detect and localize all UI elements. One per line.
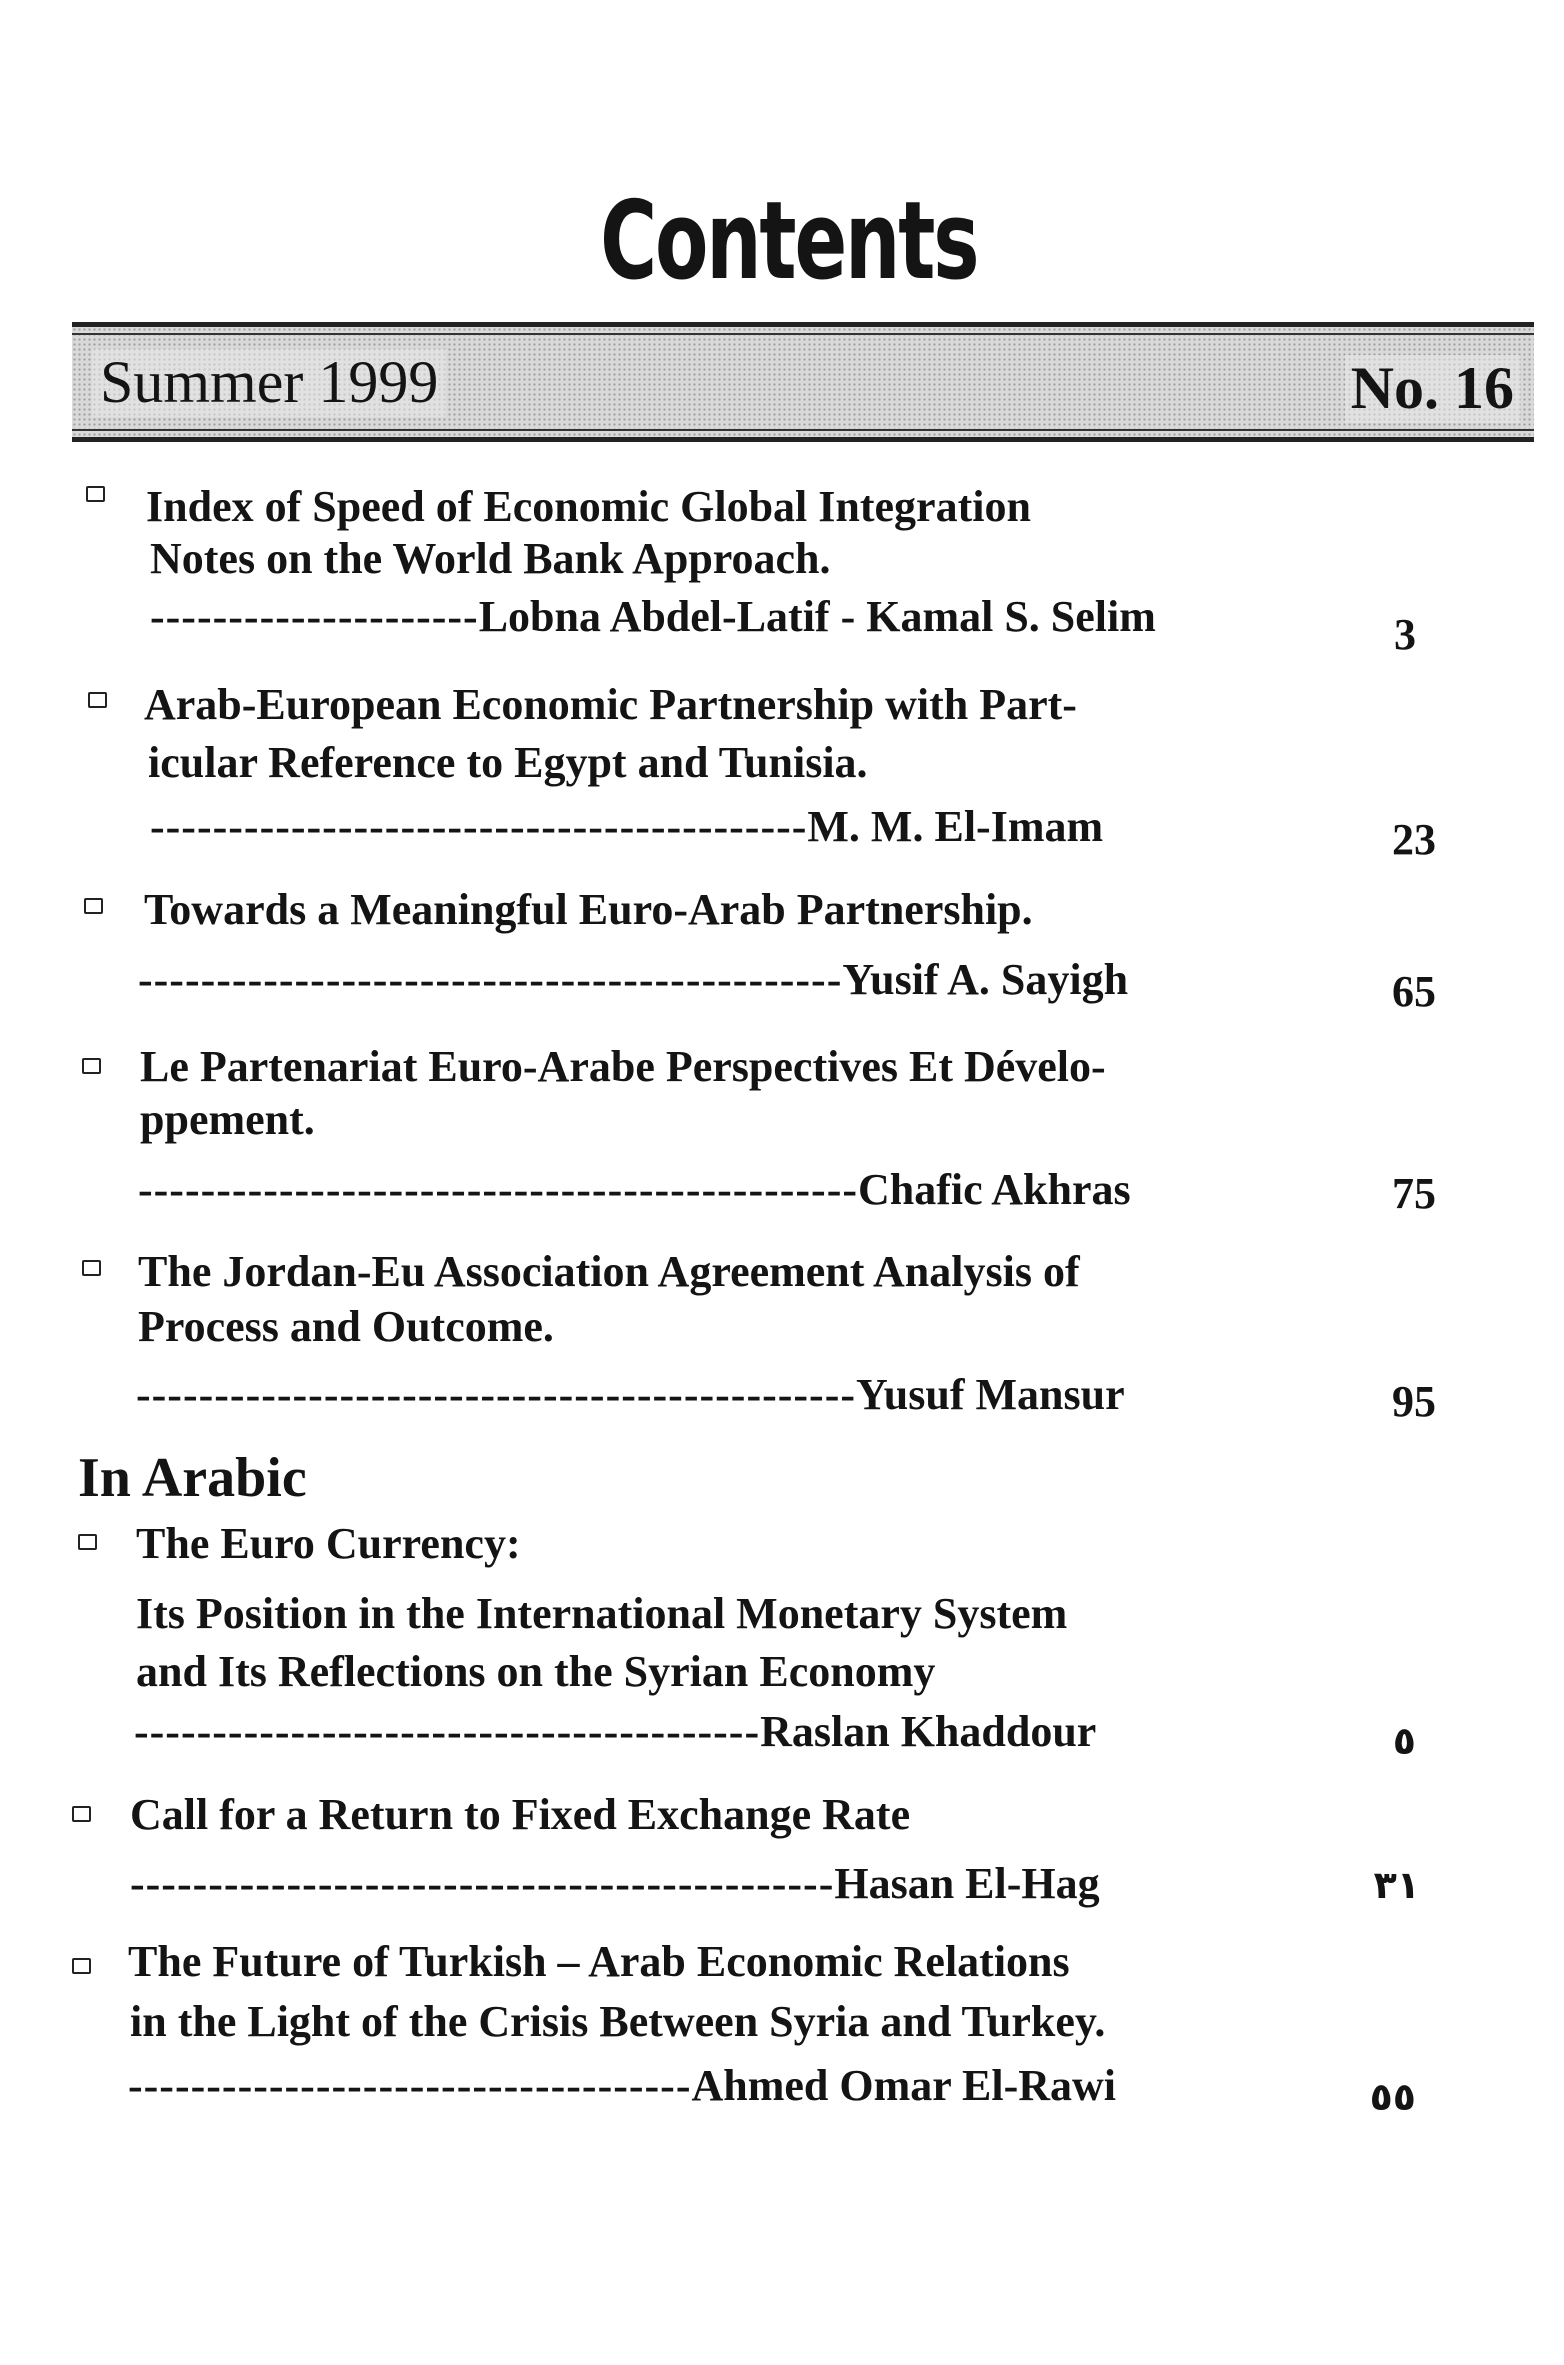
entry-title-line: Index of Speed of Economic Global Integration bbox=[146, 482, 1031, 531]
entry-page-number: 3 bbox=[1394, 610, 1416, 659]
entry-title-line: icular Reference to Egypt and Tunisia. bbox=[148, 738, 868, 787]
leader-dashes: ---------------------------------------- bbox=[134, 1707, 761, 1756]
entry-author-line bbox=[130, 1859, 1100, 1908]
entry-title-line: The Future of Turkish – Arab Economic Relations bbox=[128, 1937, 1070, 1986]
entry-author-line bbox=[150, 592, 1156, 641]
checkbox-bullet-icon bbox=[82, 1058, 101, 1074]
leader-dashes: --------------------------------------------- bbox=[138, 955, 843, 1004]
entry-title-line: Process and Outcome. bbox=[138, 1302, 554, 1351]
entry-page-number: 95 bbox=[1392, 1377, 1436, 1426]
entry-author-line bbox=[136, 1370, 1125, 1419]
entry-title-line: The Jordan-Eu Association Agreement Analysis of bbox=[138, 1247, 1080, 1296]
issue-number: No. 16 bbox=[1345, 355, 1520, 423]
entry-author: Lobna Abdel-Latif - Kamal S. Selim bbox=[478, 592, 1156, 641]
entry-author-line bbox=[138, 1165, 1131, 1214]
entry-author-line bbox=[128, 2061, 1116, 2110]
entry-author: Ahmed Omar El-Rawi bbox=[691, 2061, 1116, 2110]
entry-page-number: ٥٥ bbox=[1369, 2075, 1416, 2119]
entry-title-line: Notes on the World Bank Approach. bbox=[150, 534, 831, 583]
entry-title-line: Its Position in the International Monetary System bbox=[136, 1589, 1068, 1638]
entry-author: Chafic Akhras bbox=[858, 1165, 1131, 1214]
entry-author-line bbox=[150, 802, 1104, 851]
entry-title-line: Le Partenariat Euro-Arabe Perspectives Et Dévelo- bbox=[140, 1042, 1106, 1091]
entry-page-number: 23 bbox=[1392, 815, 1436, 864]
leader-dashes: ------------------------------------ bbox=[128, 2061, 692, 2110]
entry-author-line bbox=[134, 1707, 1097, 1756]
issue-season: Summer 1999 bbox=[92, 349, 446, 417]
entry-title-line: ppement. bbox=[140, 1095, 315, 1144]
entry-page-number: ٥ bbox=[1392, 1719, 1416, 1763]
entry-author: Yusif A. Sayigh bbox=[842, 955, 1129, 1004]
entry-title-line: Towards a Meaningful Euro-Arab Partnership. bbox=[144, 885, 1033, 934]
checkbox-bullet-icon bbox=[72, 1806, 91, 1822]
entry-author: M. M. El-Imam bbox=[807, 802, 1104, 851]
entry-author-line bbox=[138, 955, 1129, 1004]
page-title: Contents bbox=[600, 179, 978, 304]
section-heading-arabic: In Arabic bbox=[78, 1447, 307, 1509]
entry-title-line: and Its Reflections on the Syrian Economy bbox=[136, 1647, 936, 1696]
entry-title-line: Arab-European Economic Partnership with Part- bbox=[144, 680, 1077, 729]
checkbox-bullet-icon bbox=[82, 1260, 101, 1276]
checkbox-bullet-icon bbox=[78, 1534, 97, 1550]
entry-page-number: ٣١ bbox=[1373, 1863, 1420, 1907]
entry-title-line: Call for a Return to Fixed Exchange Rate bbox=[130, 1790, 911, 1839]
checkbox-bullet-icon bbox=[88, 692, 107, 708]
entry-author: Yusuf Mansur bbox=[856, 1370, 1125, 1419]
leader-dashes: ------------------------------------------ bbox=[150, 802, 808, 851]
leader-dashes: ---------------------------------------------- bbox=[138, 1165, 859, 1214]
entry-page-number: 65 bbox=[1392, 967, 1436, 1016]
checkbox-bullet-icon bbox=[84, 898, 103, 914]
leader-dashes: --------------------- bbox=[150, 592, 479, 641]
leader-dashes: ---------------------------------------------- bbox=[136, 1370, 857, 1419]
entry-page-number: 75 bbox=[1392, 1169, 1436, 1218]
entry-title-line: The Euro Currency: bbox=[136, 1519, 521, 1568]
entry-title-line: in the Light of the Crisis Between Syria and Turkey. bbox=[130, 1997, 1106, 2046]
leader-dashes: --------------------------------------------- bbox=[130, 1859, 835, 1908]
entry-author: Raslan Khaddour bbox=[760, 1707, 1097, 1756]
checkbox-bullet-icon bbox=[72, 1958, 91, 1974]
entry-author: Hasan El-Hag bbox=[834, 1859, 1100, 1908]
checkbox-bullet-icon bbox=[86, 486, 105, 502]
issue-band bbox=[72, 322, 1534, 442]
